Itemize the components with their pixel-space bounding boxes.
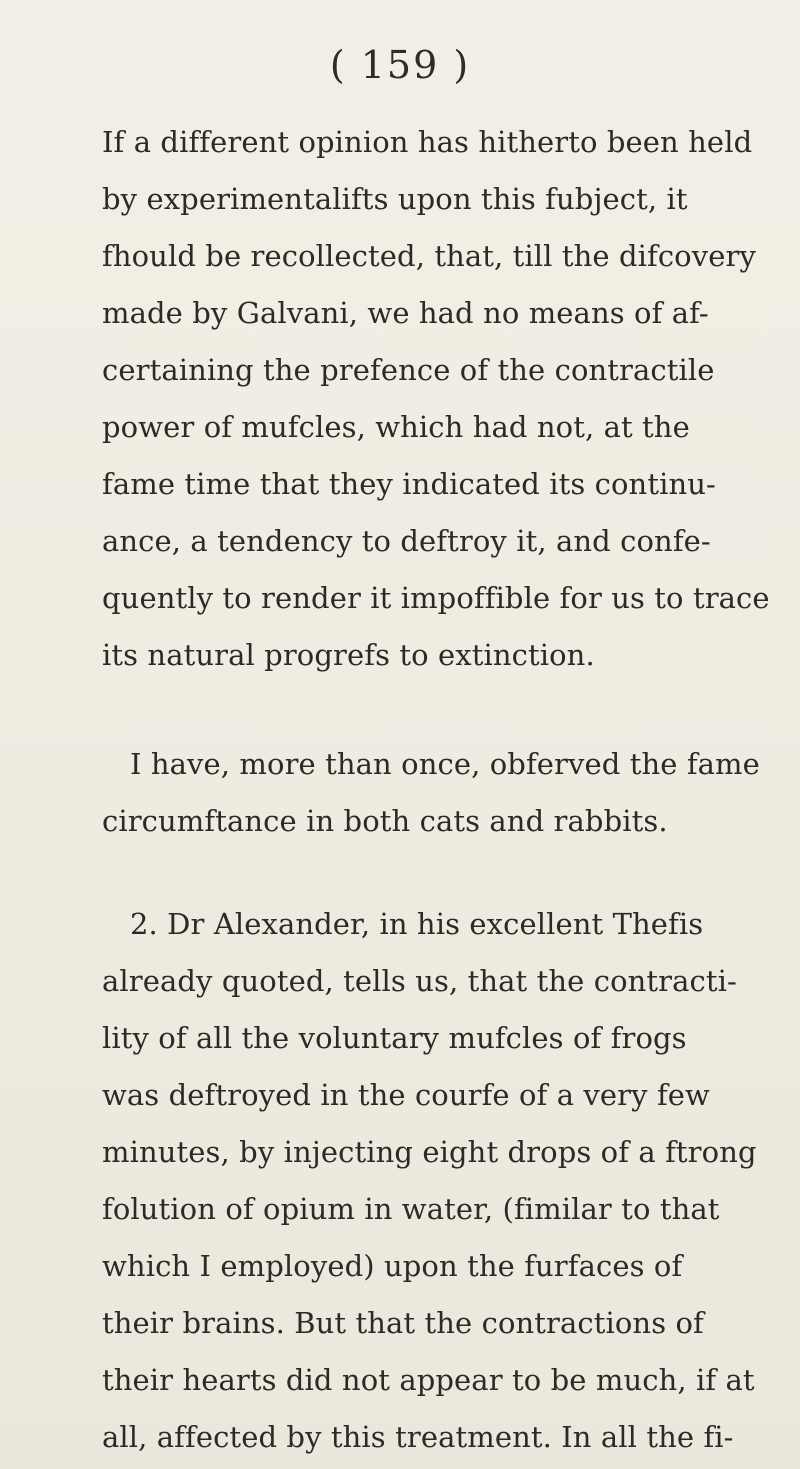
text-line: fhould be recollected, that, till the difcovery: [102, 239, 756, 273]
text-line: already quoted, tells us, that the contracti-: [102, 964, 737, 998]
text-line: fame time that they indicated its continu-: [102, 467, 716, 501]
text-line: by experimentalifts upon this fubject, it: [102, 182, 688, 216]
text-line: 2. Dr Alexander, in his excellent Thefis: [130, 907, 704, 941]
text-line: quently to render it impoffible for us to trace: [102, 581, 770, 615]
text-line: If a different opinion has hitherto been held: [102, 125, 753, 159]
text-line: their hearts did not appear to be much, if at: [102, 1363, 755, 1397]
text-line: lity of all the voluntary mufcles of frogs: [102, 1021, 687, 1055]
text-line: circumftance in both cats and rabbits.: [102, 804, 668, 838]
text-line: minutes, by injecting eight drops of a ftrong: [102, 1135, 757, 1169]
text-line: was deftroyed in the courfe of a very few: [102, 1078, 710, 1112]
text-line: certaining the prefence of the contractile: [102, 353, 715, 387]
text-line: its natural progrefs to extinction.: [102, 638, 595, 672]
text-line: ance, a tendency to deftroy it, and confe-: [102, 524, 711, 558]
text-line: made by Galvani, we had no means of af-: [102, 296, 709, 330]
text-line: folution of opium in water, (fimilar to that: [102, 1192, 720, 1226]
text-line: all, affected by this treatment. In all the fi-: [102, 1420, 734, 1454]
text-line: power of mufcles, which had not, at the: [102, 410, 690, 444]
text-line: their brains. But that the contractions of: [102, 1306, 704, 1340]
page-number: ( 159 ): [329, 43, 471, 87]
text-line: I have, more than once, obferved the fame: [130, 747, 760, 781]
text-line: which I employed) upon the furfaces of: [102, 1249, 683, 1283]
